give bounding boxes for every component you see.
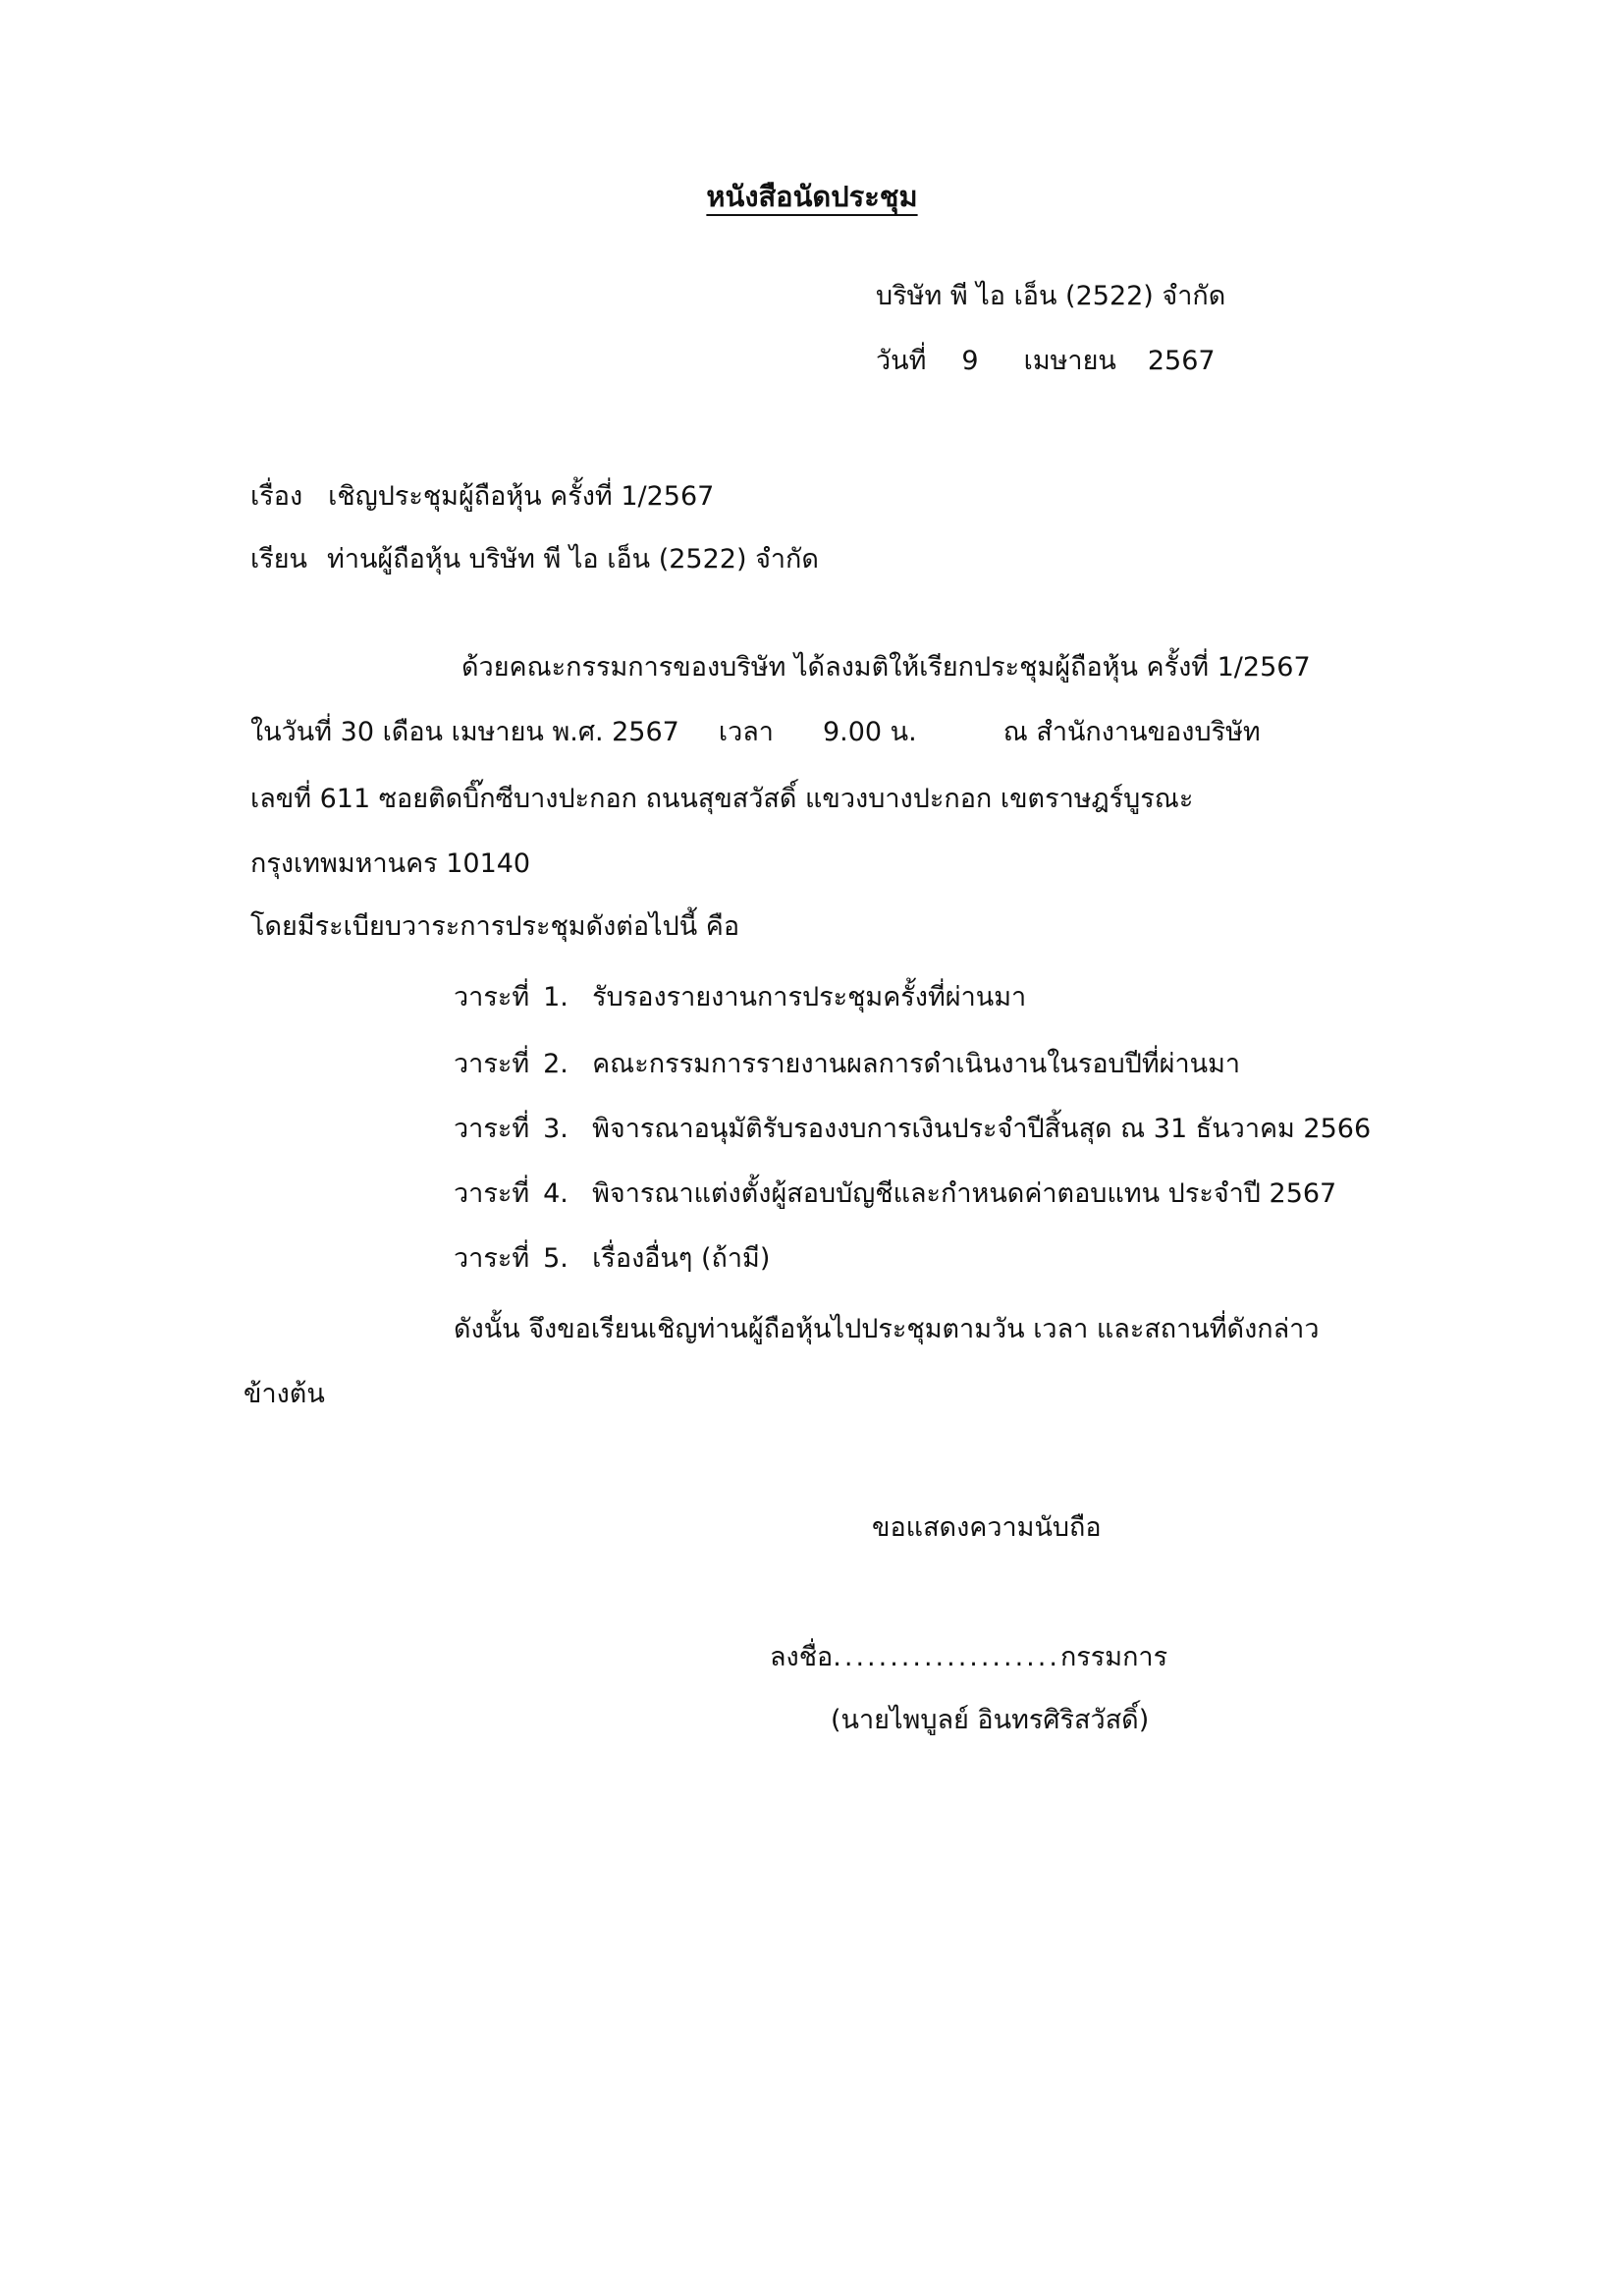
subject-text: เชิญประชุมผู้ถือหุ้น ครั้งที่ 1/2567 [328,481,715,512]
agenda-label: วาระที่ [454,1243,530,1274]
closing-line-1: ดังนั้น จึงขอเรียนเชิญท่านผู้ถือหุ้นไปประชุมตามวัน เวลา และสถานที่ดังกล่าว [454,1314,1320,1344]
agenda-label: วาระที่ [454,1049,530,1079]
document-date [876,342,1216,381]
agenda-item [454,1110,1371,1149]
agenda-item [454,978,1026,1017]
signer-name: (นายไพบูลย์ อินทรศิริสวัสดิ์) [831,1705,1150,1735]
meeting-time: 9.00 น. [822,717,917,747]
agenda-text: คณะกรรมการรายงานผลการดำเนินงานในรอบปีที่ผ่านมา [592,1049,1241,1079]
agenda-number: 1. [543,982,568,1012]
agenda-label: วาระที่ [454,982,530,1012]
meeting-time-label: เวลา [718,717,774,747]
body-paragraph-line-1: ด้วยคณะกรรมการของบริษัท ได้ลงมติให้เรียกประชุมผู้ถือหุ้น ครั้งที่ 1/2567 [461,652,1311,683]
document-title [0,177,1624,216]
date-month: เมษายน [1023,346,1116,376]
agenda-label: วาระที่ [454,1178,530,1209]
company-name: บริษัท พี ไอ เอ็น (2522) จำกัด [876,281,1226,311]
title-text: หนังสือนัดประชุม [706,180,918,213]
signature-dots: .................... [833,1642,1060,1672]
agenda-label: วาระที่ [454,1114,530,1144]
agenda-text: พิจารณาแต่งตั้งผู้สอบบัญชีและกำหนดค่าตอบแทน ประจำปี 2567 [592,1178,1337,1209]
agenda-number: 3. [543,1114,568,1144]
agenda-text: รับรองรายงานการประชุมครั้งที่ผ่านมา [592,982,1027,1012]
regards: ขอแสดงความนับถือ [872,1512,1102,1543]
signer-position: กรรมการ [1059,1642,1168,1672]
signature-line [770,1638,1167,1677]
date-label: วันที่ [876,346,927,376]
body-paragraph-line-4: กรุงเทพมหานคร 10140 [250,848,531,879]
subject-label: เรื่อง [250,481,303,512]
body-paragraph-line-3: เลขที่ 611 ซอยติดบิ๊กซีบางปะกอก ถนนสุขสวัสดิ์ แขวงบางปะกอก เขตราษฎร์บูรณะ [250,784,1194,814]
recipient-text: ท่านผู้ถือหุ้น บริษัท พี ไอ เอ็น (2522) จำกัด [327,544,819,574]
subject-line [250,477,714,517]
meeting-place: ณ สำนักงานของบริษัท [1002,717,1261,747]
agenda-text: พิจารณาอนุมัติรับรองงบการเงินประจำปีสิ้นสุด ณ 31 ธันวาคม 2566 [592,1114,1372,1144]
closing-line-2: ข้างต้น [244,1379,325,1409]
sign-label: ลงชื่อ [770,1642,834,1672]
agenda-item [454,1045,1240,1084]
agenda-item [454,1175,1336,1214]
agenda-intro: โดยมีระเบียบวาระการประชุมดังต่อไปนี้ คือ [250,911,740,942]
agenda-number: 2. [543,1049,568,1079]
date-year: 2567 [1147,346,1216,376]
recipient-label: เรียน [250,544,308,574]
date-day: 9 [961,346,979,376]
recipient-line [250,540,819,579]
agenda-item [454,1239,770,1279]
agenda-number: 4. [543,1178,568,1209]
agenda-text: เรื่องอื่นๆ (ถ้ามี) [592,1243,771,1274]
meeting-date: ในวันที่ 30 เดือน เมษายน พ.ศ. 2567 [250,717,679,747]
body-paragraph-line-2 [250,713,1261,752]
agenda-number: 5. [543,1243,568,1274]
